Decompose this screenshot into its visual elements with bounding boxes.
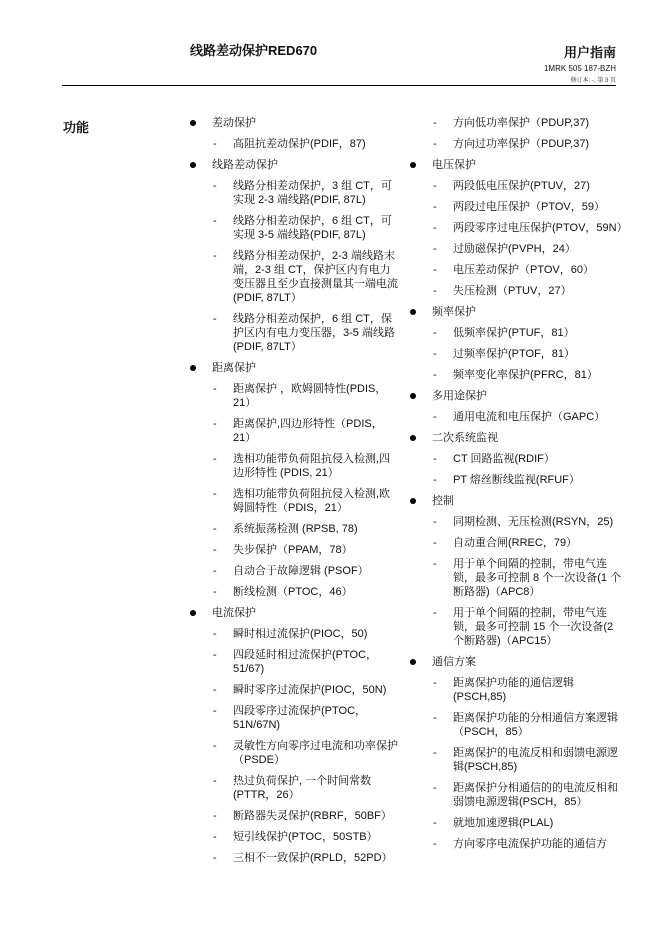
function-item <box>410 221 628 235</box>
function-item <box>410 368 625 382</box>
bullet-icon <box>410 498 416 504</box>
function-item <box>410 137 625 151</box>
function-label: 距离保护 ，欧姆圆特性(PDIS，21） <box>233 383 387 409</box>
revision-page: 修订本: -, 第 3 页 <box>570 78 616 84</box>
function-item <box>190 627 400 641</box>
dash-marker: - <box>433 474 437 486</box>
category-heading <box>190 158 400 172</box>
section-label: 功能 <box>63 120 90 135</box>
function-item <box>190 774 400 802</box>
function-item <box>410 816 625 830</box>
function-label: 失步保护（PPAM，78） <box>233 544 353 556</box>
function-item <box>410 179 625 193</box>
function-item <box>190 214 400 242</box>
category-label: 频率保护 <box>432 306 476 318</box>
dash-marker: - <box>433 138 437 150</box>
function-label: 同期检测、无压检测(RSYN，25) <box>453 516 614 528</box>
document-number: 1MRK 505 187-BZH <box>543 64 616 73</box>
function-item <box>190 851 400 865</box>
dash-marker: - <box>213 740 217 752</box>
function-label: 用于单个间隔的控制，带电气连锁，最多可控制 8 个一次设备(1 个断路器)（APC8） <box>453 558 622 598</box>
dash-marker: - <box>213 523 217 535</box>
bullet-icon <box>410 162 416 168</box>
function-label: 两段零序过电压保护(PTOV，59N） <box>453 222 628 234</box>
function-item <box>190 809 400 823</box>
bullet-icon <box>410 435 416 441</box>
function-label: 线路分相差动保护，6 组 CT，可实现 3-5 端线路(PDIF, 87L) <box>233 215 392 241</box>
function-item <box>410 515 625 529</box>
function-item <box>190 830 400 844</box>
function-item <box>410 452 625 466</box>
dash-marker: - <box>213 180 217 192</box>
function-label: 系统振荡检测 (RPSB, 78) <box>233 523 358 535</box>
function-list-left <box>190 116 400 872</box>
function-item <box>410 746 625 774</box>
dash-marker: - <box>213 215 217 227</box>
function-label: 用于单个间隔的控制，带电气连锁，最多可控制 15 个一次设备(2 个断路器)（APC15） <box>453 607 614 647</box>
bullet-icon <box>190 162 196 168</box>
dash-marker: - <box>433 558 437 570</box>
function-label: 两段过电压保护（PTOV，59） <box>453 201 605 213</box>
dash-marker: - <box>433 607 437 619</box>
dash-marker: - <box>433 453 437 465</box>
function-item <box>410 606 625 648</box>
function-item <box>190 417 400 445</box>
function-item <box>190 487 400 515</box>
function-label: 距离保护的电流反相和弱馈电源逻辑(PSCH,85) <box>453 747 618 773</box>
function-item <box>410 410 625 424</box>
function-label: 断线检测（PTOC，46） <box>233 586 353 598</box>
dash-marker: - <box>433 285 437 297</box>
dash-marker: - <box>213 705 217 717</box>
function-label: 四段零序过流保护(PTOC，51N/67N) <box>233 705 367 731</box>
function-item <box>190 704 400 732</box>
dash-marker: - <box>433 348 437 360</box>
function-label: 断路器失灵保护(RBRF，50BF） <box>233 810 392 822</box>
function-item <box>190 683 400 697</box>
function-label: 高阻抗差动保护(PDIF，87) <box>233 138 366 150</box>
dash-marker: - <box>433 677 437 689</box>
dash-marker: - <box>213 831 217 843</box>
function-label: 方向低功率保护（PDUP,37) <box>453 117 590 129</box>
dash-marker: - <box>433 537 437 549</box>
function-label: 线路分相差动保护，6 组 CT，保护区内有电力变压器，3-5 端线路(PDIF, 87LT） <box>233 313 395 353</box>
function-label: 灵敏性方向零序过电流和功率保护（PSDE） <box>233 740 398 766</box>
function-label: 方向零序电流保护功能的通信方 <box>453 838 607 850</box>
function-item <box>190 564 400 578</box>
function-item <box>410 284 625 298</box>
function-label: 瞬时相过流保护(PIOC，50) <box>233 628 368 640</box>
function-label: 瞬时零序过流保护(PIOC，50N) <box>233 684 387 696</box>
category-heading <box>410 305 625 319</box>
function-label: 距离保护分相通信的的电流反相和弱馈电源逻辑(PSCH，85） <box>453 782 618 808</box>
function-label: 自动合于故障逻辑 (PSOF） <box>233 565 369 577</box>
function-item <box>410 781 625 809</box>
dash-marker: - <box>433 264 437 276</box>
header-divider <box>62 85 616 86</box>
bullet-icon <box>190 120 196 126</box>
category-heading <box>410 655 625 669</box>
function-item <box>410 837 625 851</box>
dash-marker: - <box>433 712 437 724</box>
category-label: 电压保护 <box>432 159 476 171</box>
function-item <box>190 739 400 767</box>
dash-marker: - <box>213 418 217 430</box>
dash-marker: - <box>213 250 217 262</box>
function-item <box>410 536 625 550</box>
function-label: 过频率保护(PTOF，81） <box>453 348 576 360</box>
function-label: 电压差动保护（PTOV，60） <box>453 264 594 276</box>
function-label: 低频率保护(PTUF，81） <box>453 327 575 339</box>
function-label: 短引线保护(PTOC，50STB） <box>233 831 378 843</box>
function-item <box>190 585 400 599</box>
function-item <box>190 452 400 480</box>
dash-marker: - <box>213 138 217 150</box>
dash-marker: - <box>213 565 217 577</box>
function-label: 两段低电压保护(PTUV，27) <box>453 180 590 192</box>
function-label: 过励磁保护(PVPH，24） <box>453 243 576 255</box>
dash-marker: - <box>213 586 217 598</box>
bullet-icon <box>410 309 416 315</box>
function-item <box>410 200 625 214</box>
bullet-icon <box>410 393 416 399</box>
function-label: 距离保护功能的分相通信方案逻辑（PSCH，85） <box>453 712 618 738</box>
dash-marker: - <box>433 747 437 759</box>
function-label: 距离保护功能的通信逻辑(PSCH,85) <box>453 677 574 703</box>
dash-marker: - <box>213 488 217 500</box>
function-label: PT 熔丝断线监视(RFUF） <box>453 474 580 486</box>
category-label: 距离保护 <box>212 362 256 374</box>
category-label: 多用途保护 <box>432 390 487 402</box>
dash-marker: - <box>433 201 437 213</box>
bullet-icon <box>190 610 196 616</box>
category-heading <box>410 494 625 508</box>
category-heading <box>190 361 400 375</box>
function-item <box>190 312 400 354</box>
category-heading <box>410 158 625 172</box>
dash-marker: - <box>213 684 217 696</box>
function-label: 选相功能带负荷阻抗侵入检测,四边形特性 (PDIS, 21） <box>233 453 391 479</box>
dash-marker: - <box>433 516 437 528</box>
document-title: 线路差动保护RED670 <box>190 43 318 58</box>
function-label: 三相不一致保护(RPLD，52PD） <box>233 852 393 864</box>
function-label: CT 回路监视(RDIF） <box>453 453 555 465</box>
function-label: 线路分相差动保护，2-3 端线路末端，2-3 组 CT，保护区内有电力变压器且至少直接测量其一端电流(PDIF, 87LT） <box>233 250 398 304</box>
category-heading <box>190 606 400 620</box>
function-label: 线路分相差动保护，3 组 CT，可实现 2-3 端线路(PDIF, 87L) <box>233 180 392 206</box>
dash-marker: - <box>213 810 217 822</box>
dash-marker: - <box>433 222 437 234</box>
category-label: 线路差动保护 <box>212 159 278 171</box>
function-item <box>410 473 625 487</box>
dash-marker: - <box>213 453 217 465</box>
function-label: 自动重合闸(RREC，79） <box>453 537 578 549</box>
function-label: 频率变化率保护(PFRC，81） <box>453 369 598 381</box>
dash-marker: - <box>433 838 437 850</box>
function-item <box>410 326 625 340</box>
function-label: 失压检测（PTUV，27） <box>453 285 572 297</box>
function-item <box>190 179 400 207</box>
function-label: 距离保护,四边形特性（PDIS，21） <box>233 418 383 444</box>
category-heading <box>190 116 400 130</box>
bullet-icon <box>410 659 416 665</box>
dash-marker: - <box>433 117 437 129</box>
dash-marker: - <box>213 313 217 325</box>
function-item <box>410 242 625 256</box>
dash-marker: - <box>433 782 437 794</box>
category-heading <box>410 431 625 445</box>
function-item <box>410 347 625 361</box>
function-label: 热过负荷保护, 一个时间常数(PTTR，26） <box>233 775 372 801</box>
dash-marker: - <box>433 817 437 829</box>
function-label: 方向过功率保护（PDUP,37) <box>453 138 590 150</box>
function-label: 选相功能带负荷阻抗侵入检测,欧姆圆特性（PDIS，21） <box>233 488 391 514</box>
dash-marker: - <box>433 180 437 192</box>
header-meta <box>544 42 616 84</box>
function-item <box>190 382 400 410</box>
guide-title: 用户指南 <box>563 45 616 60</box>
category-label: 电流保护 <box>212 607 256 619</box>
dash-marker: - <box>433 411 437 423</box>
function-item <box>190 522 400 536</box>
category-label: 二次系统监视 <box>432 432 498 444</box>
category-heading <box>410 389 625 403</box>
function-item <box>410 116 625 130</box>
dash-marker: - <box>213 852 217 864</box>
function-item <box>410 557 625 599</box>
function-item <box>190 543 400 557</box>
category-label: 通信方案 <box>432 656 476 668</box>
function-item <box>410 676 625 704</box>
dash-marker: - <box>433 243 437 255</box>
function-label: 就地加速逻辑(PLAL) <box>453 817 554 829</box>
dash-marker: - <box>433 369 437 381</box>
function-item <box>190 137 400 151</box>
dash-marker: - <box>433 327 437 339</box>
category-label: 控制 <box>432 495 454 507</box>
function-label: 通用电流和电压保护（GAPC） <box>453 411 606 423</box>
function-item <box>410 711 625 739</box>
function-list-right <box>410 116 628 858</box>
dash-marker: - <box>213 544 217 556</box>
dash-marker: - <box>213 383 217 395</box>
function-label: 四段延时相过流保护(PTOC，51/67) <box>233 649 378 675</box>
function-item <box>190 249 400 305</box>
bullet-icon <box>190 365 196 371</box>
function-item <box>190 648 400 676</box>
dash-marker: - <box>213 649 217 661</box>
dash-marker: - <box>213 628 217 640</box>
function-item <box>410 263 625 277</box>
category-label: 差动保护 <box>212 117 256 129</box>
dash-marker: - <box>213 775 217 787</box>
